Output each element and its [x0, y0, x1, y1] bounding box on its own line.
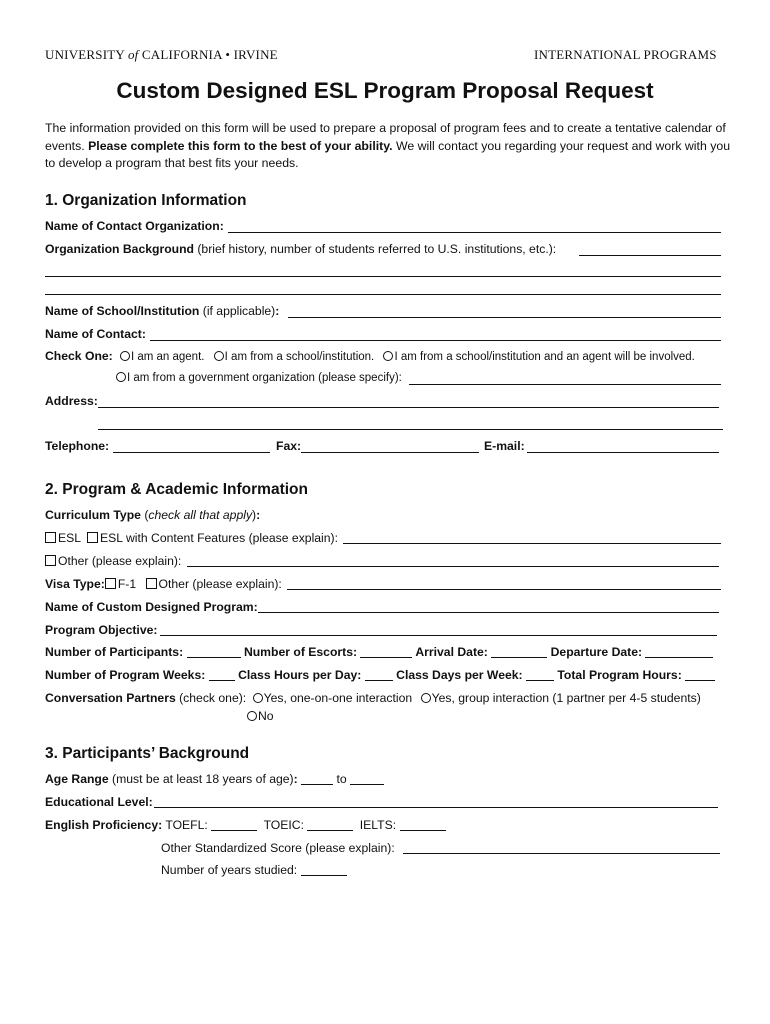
org-background-line-3[interactable] [45, 294, 721, 295]
address-label: Address: [45, 394, 98, 408]
email-field[interactable] [527, 452, 719, 453]
curriculum-label: Curriculum Type (check all that apply): [45, 508, 261, 522]
conv-one-radio[interactable] [253, 693, 263, 703]
fax-label: Fax: [276, 439, 302, 453]
government-radio[interactable] [116, 372, 126, 382]
conversation-no-row: No [247, 709, 274, 723]
toefl-field[interactable] [211, 819, 257, 831]
edu-label: Educational Level: [45, 795, 153, 809]
visa-other-checkbox[interactable] [146, 578, 157, 589]
university-header: UNIVERSITY of CALIFORNIA • IRVINE [45, 47, 278, 62]
age-max-field[interactable] [350, 773, 384, 785]
participants-row: Number of Participants: Number of Escorts: Arrival Date: Departure Date: [45, 645, 713, 659]
conv-no-radio[interactable] [247, 711, 257, 721]
curriculum-other-checkbox[interactable] [45, 555, 56, 566]
conversation-row: Conversation Partners (check one): Yes, one-on-one interaction Yes, group interaction (1 partner per 4-5 students) [45, 691, 701, 705]
org-background-line-2[interactable] [45, 276, 721, 277]
telephone-field[interactable] [113, 452, 270, 453]
school-radio[interactable] [214, 351, 224, 361]
section-participants-heading: 3. Participants’ Background [45, 745, 250, 762]
section-organization-heading: 1. Organization Information [45, 192, 247, 209]
total-hours-field[interactable] [685, 669, 715, 681]
age-min-field[interactable] [301, 773, 333, 785]
school-field[interactable] [288, 317, 721, 318]
program-name-field[interactable] [258, 612, 719, 613]
curriculum-other-row: Other (please explain): [45, 554, 181, 568]
esl-content-field[interactable] [343, 543, 721, 544]
section-program-heading: 2. Program & Academic Information [45, 481, 308, 498]
government-field[interactable] [409, 384, 721, 385]
address-field[interactable] [98, 407, 719, 408]
visa-f1-checkbox[interactable] [105, 578, 116, 589]
curriculum-other-field[interactable] [187, 566, 719, 567]
years-studied-row: Number of years studied: [161, 863, 347, 877]
other-score-field[interactable] [403, 853, 720, 854]
department-header: INTERNATIONAL PROGRAMS [534, 47, 717, 62]
curriculum-options-row: ESL ESL with Content Features (please explain): [45, 531, 338, 545]
objective-field[interactable] [160, 635, 717, 636]
esl-content-checkbox[interactable] [87, 532, 98, 543]
objective-label: Program Objective: [45, 623, 158, 637]
email-label: E-mail: [484, 439, 525, 453]
intro-paragraph: The information provided on this form will be used to prepare a proposal of program fees and to create a tentative calendar of events. Please complete this form to the best of your ability. We will contact you regarding your request and work with you to develop a program that best fits your needs. [45, 121, 731, 170]
telephone-label: Telephone: [45, 439, 110, 453]
page-title: Custom Designed ESL Program Proposal Request [116, 78, 654, 103]
address-line-2[interactable] [98, 429, 723, 430]
escorts-field[interactable] [360, 646, 412, 658]
visa-other-field[interactable] [287, 589, 721, 590]
weeks-row: Number of Program Weeks: Class Hours per Day: Class Days per Week: Total Program Hours: [45, 668, 715, 682]
government-option: I am from a government organization (please specify): [116, 372, 402, 384]
agent-radio[interactable] [120, 351, 130, 361]
age-row: Age Range (must be at least 18 years of age): to [45, 772, 384, 786]
contact-org-field[interactable] [228, 232, 721, 233]
contact-name-field[interactable] [150, 340, 721, 341]
participants-field[interactable] [187, 646, 241, 658]
hours-day-field[interactable] [365, 669, 393, 681]
org-background-label: Organization Background (brief history, number of students referred to U.S. institutions, etc.): [45, 242, 557, 256]
program-name-label: Name of Custom Designed Program: [45, 600, 258, 614]
check-one-row: Check One: I am an agent. I am from a school/institution. I am from a school/institution and an agent will be involved. [45, 349, 695, 363]
visa-row: Visa Type: F-1 Other (please explain): [45, 577, 282, 591]
org-background-field[interactable] [579, 255, 721, 256]
fax-field[interactable] [301, 452, 479, 453]
esl-checkbox[interactable] [45, 532, 56, 543]
other-score-label: Other Standardized Score (please explain): [161, 841, 395, 855]
conv-group-radio[interactable] [421, 693, 431, 703]
arrival-field[interactable] [491, 646, 547, 658]
contact-name-label: Name of Contact: [45, 327, 146, 341]
ielts-field[interactable] [400, 819, 446, 831]
contact-org-label: Name of Contact Organization: [45, 219, 224, 233]
departure-field[interactable] [645, 646, 713, 658]
weeks-field[interactable] [209, 669, 235, 681]
years-studied-field[interactable] [301, 864, 347, 876]
english-row: English Proficiency: TOEFL: TOEIC: IELTS: [45, 818, 446, 832]
toeic-field[interactable] [307, 819, 353, 831]
school-agent-radio[interactable] [383, 351, 393, 361]
days-week-field[interactable] [526, 669, 554, 681]
edu-field[interactable] [154, 807, 718, 808]
school-label: Name of School/Institution (if applicable): [45, 304, 280, 318]
